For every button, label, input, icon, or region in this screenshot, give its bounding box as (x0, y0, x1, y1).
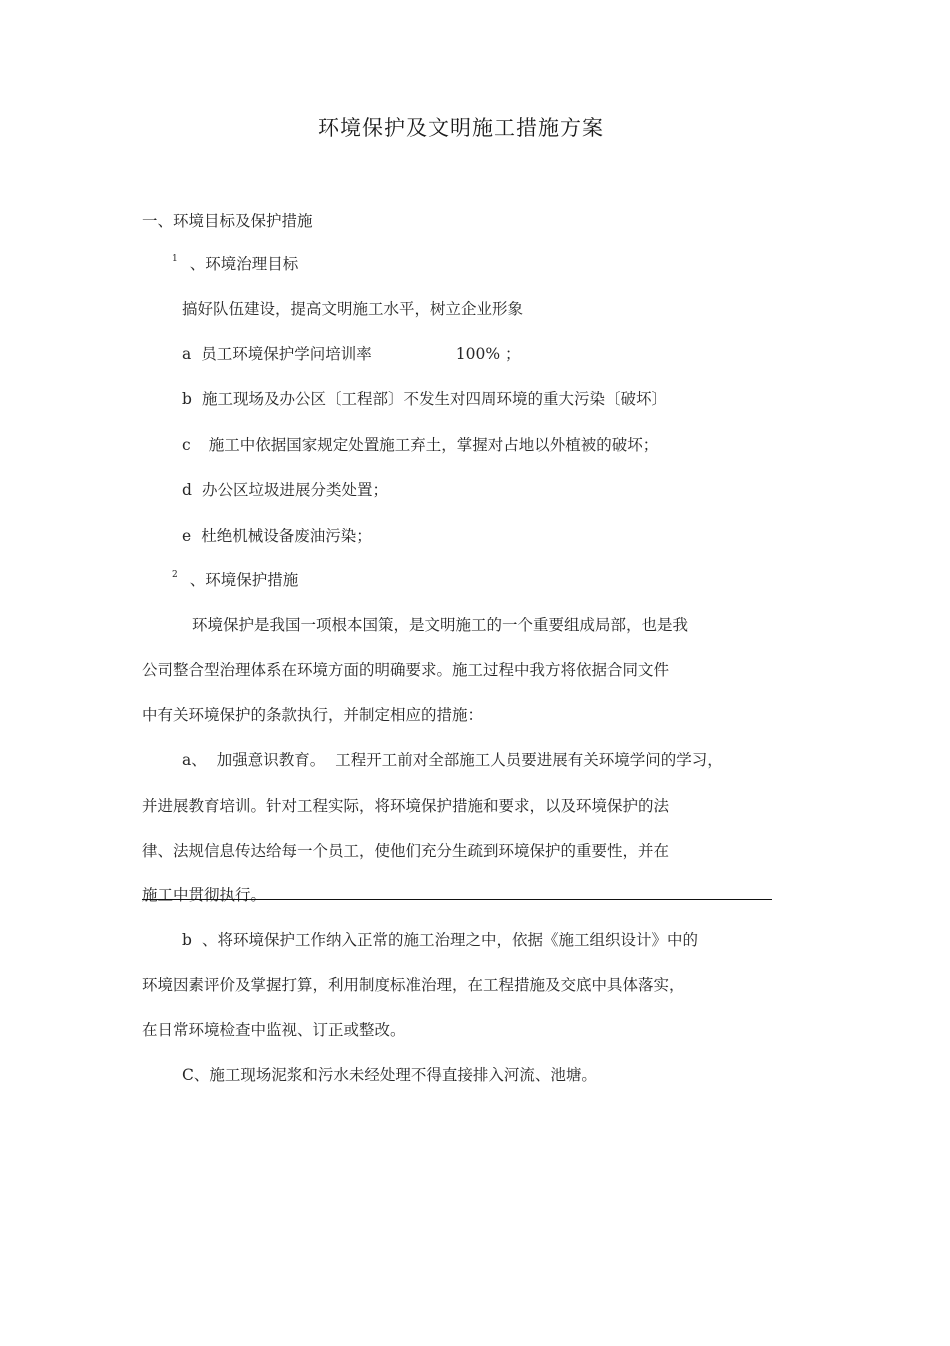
item-text: 施工中依据国家规定处置施工弃土，掌握对占地以外植被的破坏； (208, 436, 659, 454)
measure-b-line-1 (182, 929, 698, 951)
subsection-heading-1 (172, 253, 298, 278)
document-title: 环境保护及文明施工措施方案 (318, 116, 604, 140)
measure-b-line-2: 环境因素评价及掌握打算，利用制度标准治理，在工程措施及交底中具体落实， (142, 976, 685, 994)
subsection-label: 、环境治理目标 (189, 255, 299, 273)
subsection-heading-2 (172, 569, 298, 594)
item-value: 100% ； (455, 345, 521, 363)
goal-item-d (182, 479, 388, 501)
measure-a-line-3: 律、法规信息传达给每一个员工，使他们充分生疏到环境保护的重要性，并在 (142, 842, 670, 860)
item-letter: b (182, 931, 192, 949)
measures-para-line-1: 环境保护是我国一项根本国策，是文明施工的一个重要组成局部，也是我 (192, 616, 689, 634)
measures-para-line-3: 中有关环境保护的条款执行，并制定相应的措施： (142, 706, 484, 724)
item-text: 杜绝机械设备废油污染； (201, 527, 372, 545)
subsection-number: 2 (172, 570, 178, 580)
item-letter: e (182, 527, 192, 545)
item-text: 施工现场及办公区〔工程部〕不发生对四周环境的重大污染〔破坏〕 (201, 390, 667, 408)
item-text: 员工环境保护学问培训率 (201, 345, 372, 363)
measure-a-line-1 (182, 749, 723, 771)
item-letter: d (182, 481, 192, 499)
section-heading: 一、环境目标及保护措施 (142, 212, 313, 230)
goal-item-e (182, 525, 372, 547)
goal-item-c (182, 434, 658, 456)
item-letter: b (182, 390, 192, 408)
item-text: 办公区垃圾进展分类处置； (201, 481, 388, 499)
measure-c-line: C、施工现场泥浆和污水未经处理不得直接排入河流、池塘。 (182, 1066, 597, 1084)
item-text: 、将环境保护工作纳入正常的施工治理之中，依据《施工组织设计》中的 (201, 931, 698, 949)
horizontal-rule (142, 899, 772, 900)
item-letter: a (182, 345, 192, 363)
subsection-number: 1 (172, 254, 178, 264)
item-lead: 加强意识教育。 (216, 751, 326, 769)
goal-item-b (182, 388, 667, 410)
goal-intro: 搞好队伍建设，提高文明施工水平，树立企业形象 (182, 300, 524, 318)
item-letter: c (182, 436, 191, 454)
measures-para-line-2: 公司整合型治理体系在环境方面的明确要求。施工过程中我方将依据合同文件 (142, 661, 670, 679)
subsection-label: 、环境保护措施 (189, 571, 299, 589)
goal-item-a (182, 343, 521, 365)
measure-a-line-4: 施工中贯彻执行。 (142, 886, 267, 904)
item-text: 工程开工前对全部施工人员要进展有关环境学问的学习， (335, 751, 723, 769)
measure-b-line-3: 在日常环境检查中监视、订正或整改。 (142, 1021, 406, 1039)
measure-a-line-2: 并进展教育培训。针对工程实际，将环境保护措施和要求，以及环境保护的法 (142, 797, 670, 815)
item-letter: a、 (182, 751, 207, 769)
